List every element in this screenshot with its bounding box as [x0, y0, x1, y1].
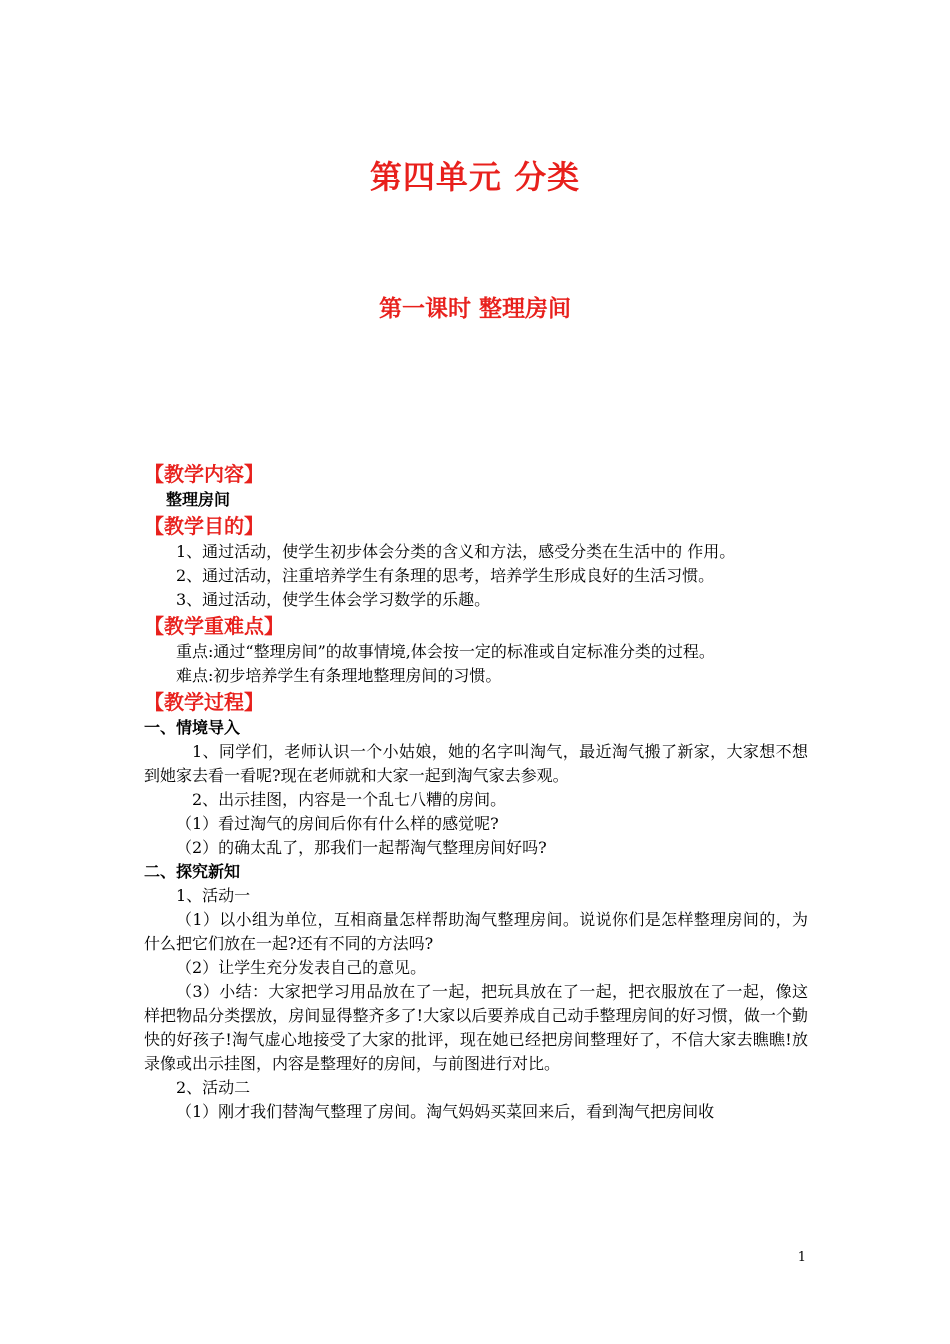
key-point-difficulty: 难点:初步培养学生有条理地整理房间的习惯。 [176, 666, 502, 685]
process-paragraph: （1）以小组为单位，互相商量怎样帮助淘气整理房间。说说你们是怎样整理房间的，为什么把它们放在一起?还有不同的方法吗? [144, 910, 808, 953]
goal-item: 2、通过活动，注重培养学生有条理的思考，培养学生形成良好的生活习惯。 [176, 566, 715, 585]
process-paragraph: （1）刚才我们替淘气整理了房间。淘气妈妈买菜回来后，看到淘气把房间收 [176, 1102, 715, 1121]
process-paragraph: （2）让学生充分发表自己的意见。 [176, 958, 427, 977]
section-heading-content: 【教学内容】 [144, 462, 264, 486]
process-paragraph: 2、活动二 [176, 1078, 251, 1097]
process-paragraph: 1、同学们，老师认识一个小姑娘，她的名字叫淘气，最近淘气搬了新家，大家想不想到她家去看一看呢?现在老师就和大家一起到淘气家去参观。 [144, 742, 808, 785]
content-text: 整理房间 [166, 490, 231, 509]
process-paragraph: （3）小结：大家把学习用品放在了一起，把玩具放在了一起，把衣服放在了一起，像这样把物品分类摆放，房间显得整齐多了!大家以后要养成自己动手整理房间的好习惯，做一个勤快的好孩子!淘气虚心地接受了大家的批评，现在她已经把房间整理好了，不信大家去瞧瞧!放录像或出示挂图，内容是整理好的房间，与前图进行对比。 [144, 982, 808, 1073]
process-paragraph: 2、出示挂图，内容是一个乱七八糟的房间。 [192, 790, 507, 809]
process-part-title: 二、探究新知 [144, 862, 241, 881]
process-paragraph: （2）的确太乱了，那我们一起帮淘气整理房间好吗? [176, 838, 547, 857]
section-heading-key-points: 【教学重难点】 [144, 614, 284, 638]
document-body [144, 460, 808, 1124]
lesson-title: 第一课时 整理房间 [378, 296, 571, 322]
section-heading-goals: 【教学目的】 [144, 514, 264, 538]
unit-title: 第四单元 分类 [369, 158, 581, 196]
process-paragraph: （1）看过淘气的房间后你有什么样的感觉呢? [176, 814, 499, 833]
goal-item: 3、通过活动，使学生体会学习数学的乐趣。 [176, 590, 491, 609]
goal-item: 1、通过活动，使学生初步体会分类的含义和方法，感受分类在生活中的 作用。 [176, 542, 736, 561]
key-point-focus: 重点:通过“整理房间”的故事情境,体会按一定的标准或自定标准分类的过程。 [176, 642, 715, 661]
process-paragraph: 1、活动一 [176, 886, 251, 905]
page-number: 1 [797, 1250, 806, 1265]
process-part-title: 一、情境导入 [144, 718, 241, 737]
section-heading-process: 【教学过程】 [144, 690, 264, 714]
